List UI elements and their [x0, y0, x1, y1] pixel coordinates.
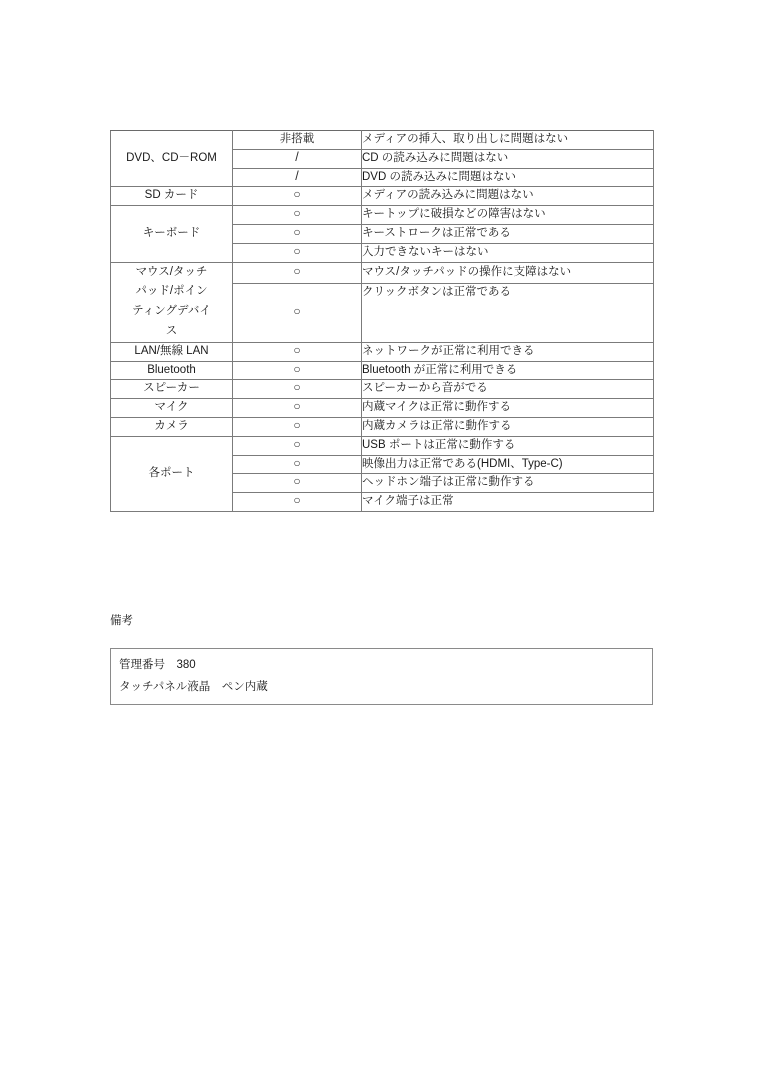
status-circle-mark: ○: [293, 303, 301, 318]
check-description-text: USB ポートは正常に動作する: [362, 438, 516, 451]
checklist-table-container: [110, 130, 653, 512]
component-name-line: ティングデバイ: [132, 305, 211, 318]
check-description-cell: [362, 187, 654, 206]
status-mark-cell: [233, 418, 362, 437]
check-description-text: キートップに破損などの障害はない: [362, 208, 546, 221]
check-description-text: DVD の読み込みに問題はない: [362, 170, 516, 183]
table-row: [111, 262, 654, 283]
table-row: [111, 206, 654, 225]
check-description-text: マイク端子は正常: [362, 495, 454, 508]
check-description-text: メディアの挿入、取り出しに問題はない: [362, 133, 569, 145]
component-name-line: パッド/ポイン: [135, 285, 208, 298]
check-description-cell: [362, 243, 654, 262]
status-mark-cell: [233, 436, 362, 455]
status-circle-mark: ○: [293, 455, 301, 470]
component-name-cell: 各ポート: [111, 436, 233, 511]
checklist-body: [111, 131, 654, 512]
table-row: [111, 436, 654, 455]
status-circle-mark: ○: [293, 187, 301, 202]
status-circle-mark: ○: [293, 380, 301, 395]
component-name-cell: DVD、CD－ROM: [111, 131, 233, 187]
remarks-line-note: タッチパネル液晶 ペン内蔵: [119, 681, 268, 694]
check-description-text: 映像出力は正常である(HDMI、Type-C): [362, 457, 563, 470]
status-circle-mark: ○: [293, 436, 301, 451]
status-mark-cell: [233, 474, 362, 493]
check-description-cell: [362, 342, 654, 361]
inspection-checklist-table: [110, 130, 654, 512]
status-circle-mark: ○: [293, 399, 301, 414]
component-name-cell: マイク: [111, 399, 233, 418]
check-description-cell: [362, 262, 654, 283]
status-mark-cell: [233, 262, 362, 283]
status-text-mark: 非搭載: [279, 133, 315, 145]
remarks-label: 備考: [110, 615, 133, 627]
check-description-text: キーストロークは正常である: [362, 227, 511, 240]
check-description-text: マウス/タッチパッドの操作に支障はない: [362, 265, 572, 278]
check-description-text: 入力できないキーはない: [362, 245, 489, 258]
check-description-cell: [362, 283, 654, 342]
status-circle-mark: ○: [293, 243, 301, 258]
check-description-text: メディアの読み込みに問題はない: [362, 189, 534, 202]
status-mark-cell: [233, 493, 362, 512]
check-description-text: Bluetooth が正常に利用できる: [362, 363, 518, 376]
check-description-cell: [362, 131, 654, 150]
status-mark-cell: [233, 361, 362, 380]
table-row: [111, 342, 654, 361]
check-description-text: CD の読み込みに問題はない: [362, 151, 509, 164]
status-mark-cell: [233, 455, 362, 474]
status-mark-cell: [233, 283, 362, 342]
check-description-text: ヘッドホン端子は正常に動作する: [362, 476, 535, 489]
remarks-box: [110, 648, 653, 705]
status-circle-mark: ○: [293, 493, 301, 508]
remarks-line-management-number: 管理番号 380: [119, 659, 196, 671]
status-mark-cell: [233, 399, 362, 418]
status-circle-mark: ○: [293, 206, 301, 221]
table-row: [111, 187, 654, 206]
status-mark-cell: [233, 206, 362, 225]
status-mark-cell: [233, 187, 362, 206]
table-row: [111, 380, 654, 399]
status-mark-cell: [233, 225, 362, 244]
component-name-cell: キーボード: [111, 206, 233, 262]
component-name-cell: LAN/無線 LAN: [111, 342, 233, 361]
component-name-cell: [111, 262, 233, 342]
status-circle-mark: ○: [293, 474, 301, 489]
status-mark-cell: [233, 168, 362, 187]
component-name-cell: Bluetooth: [111, 361, 233, 380]
status-circle-mark: ○: [293, 418, 301, 432]
check-description-cell: [362, 380, 654, 399]
check-description-cell: [362, 206, 654, 225]
check-description-text: ネットワークが正常に利用できる: [362, 344, 535, 357]
check-description-text: 内蔵カメラは正常に動作する: [362, 420, 512, 432]
table-row: [111, 418, 654, 437]
check-description-cell: [362, 149, 654, 168]
check-description-cell: [362, 436, 654, 455]
component-name-cell: スピーカー: [111, 380, 233, 399]
check-description-cell: [362, 418, 654, 437]
check-description-text: クリックボタンは正常である: [362, 285, 512, 298]
component-name-cell: SD カード: [111, 187, 233, 206]
status-circle-mark: ○: [293, 361, 301, 376]
status-slash-mark: /: [295, 149, 299, 164]
check-description-cell: [362, 361, 654, 380]
check-description-text: スピーカーから音がでる: [362, 382, 488, 395]
status-mark-cell: [233, 342, 362, 361]
component-name-line: ス: [165, 324, 178, 337]
check-description-text: 内蔵マイクは正常に動作する: [362, 401, 512, 414]
status-circle-mark: ○: [293, 263, 301, 278]
table-row: [111, 131, 654, 150]
check-description-cell: [362, 493, 654, 512]
status-circle-mark: ○: [293, 342, 301, 357]
check-description-cell: [362, 399, 654, 418]
check-description-cell: [362, 474, 654, 493]
check-description-cell: [362, 168, 654, 187]
status-mark-cell: [233, 149, 362, 168]
status-circle-mark: ○: [293, 225, 301, 240]
table-row: [111, 361, 654, 380]
check-description-cell: [362, 455, 654, 474]
component-name-cell: カメラ: [111, 418, 233, 437]
table-row: [111, 399, 654, 418]
component-name-line: マウス/タッチ: [135, 265, 208, 278]
status-mark-cell: [233, 380, 362, 399]
status-slash-mark: /: [295, 168, 299, 183]
status-mark-cell: [233, 243, 362, 262]
status-mark-cell: [233, 131, 362, 150]
check-description-cell: [362, 225, 654, 244]
